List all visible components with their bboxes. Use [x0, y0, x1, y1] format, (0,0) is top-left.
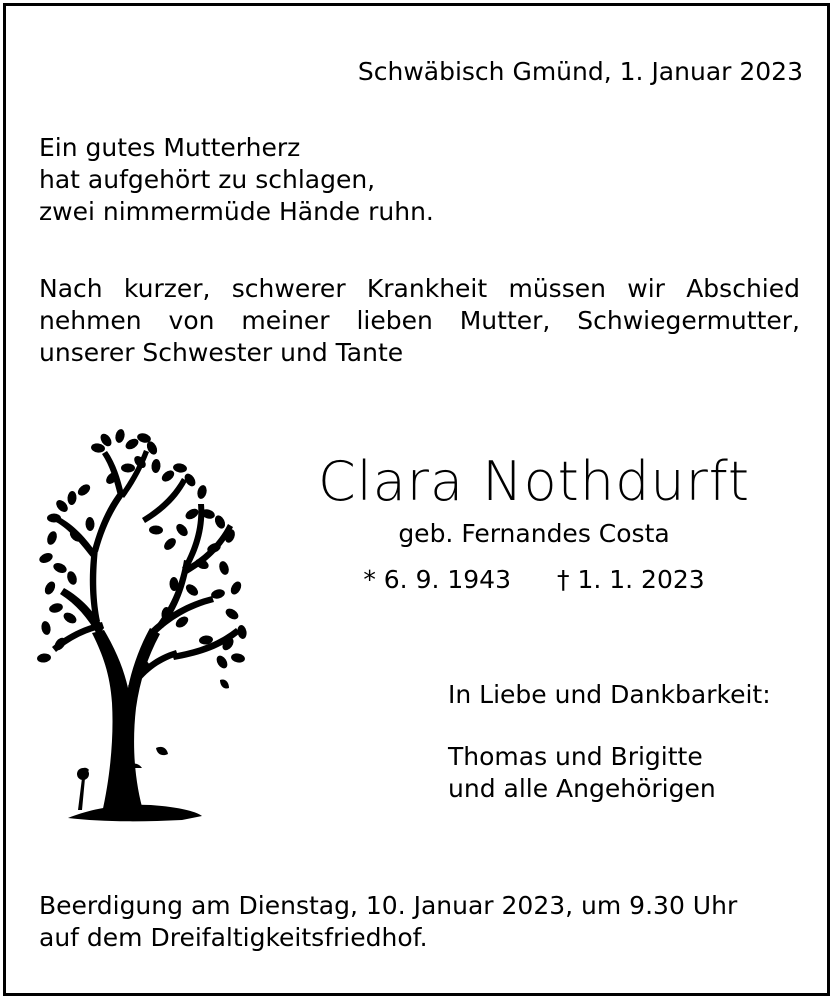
- intro-text: [39, 273, 800, 369]
- leaf-shape: [48, 602, 64, 614]
- leaf-shape: [37, 653, 52, 664]
- leaf-shape: [62, 610, 79, 625]
- leaf-shape: [76, 482, 93, 498]
- leaf-shape: [40, 620, 52, 635]
- leaf-shape: [162, 536, 178, 552]
- funeral-line: Beerdigung am Dienstag, 10. Januar 2023, um 9.30 Uhr: [39, 891, 738, 920]
- leaf-shape: [230, 652, 245, 663]
- leaf-shape: [43, 580, 58, 597]
- leaf-shape: [52, 561, 68, 575]
- mourner-line: Thomas und Brigitte: [448, 742, 703, 771]
- mourners: [448, 741, 716, 805]
- death-date: † 1. 1. 2023: [557, 565, 705, 594]
- funeral-line: auf dem Dreifaltigkeitsfriedhof.: [39, 923, 428, 952]
- poem-line: Ein gutes Mutterherz: [39, 133, 301, 162]
- leaf-shape: [184, 507, 201, 522]
- poem: [39, 132, 434, 228]
- leaf-shape: [184, 582, 200, 598]
- leaf-shape: [151, 459, 161, 474]
- obituary-notice: [3, 3, 830, 996]
- leaf-shape: [65, 570, 78, 586]
- mourners-intro: In Liebe und Dankbarkeit:: [448, 680, 771, 709]
- intro-line: Nach kurzer, schwerer Krankheit müssen wir Abschied: [39, 274, 800, 303]
- leaf-shape: [213, 514, 227, 531]
- leaf-shape: [218, 560, 231, 576]
- leaf-shape: [67, 491, 77, 506]
- leaf-shape: [114, 428, 126, 444]
- leaf-shape: [149, 525, 163, 534]
- leaf-shape: [214, 654, 229, 671]
- poem-line: hat aufgehört zu schlagen,: [39, 165, 376, 194]
- mourner-line: und alle Angehörigen: [448, 774, 716, 803]
- leaf-shape: [85, 517, 95, 531]
- life-dates: [274, 564, 794, 596]
- poem-line: zwei nimmermüde Hände ruhn.: [39, 197, 434, 226]
- leaf-shape: [90, 443, 105, 454]
- leaf-shape: [236, 624, 247, 639]
- leaf-shape: [174, 522, 190, 538]
- leaf-shape: [224, 606, 241, 621]
- deceased-name: Clara Nothdurft: [317, 450, 751, 513]
- funeral-info: [39, 890, 737, 954]
- place-date: Schwäbisch Gmünd, 1. Januar 2023: [357, 57, 803, 86]
- leaf-shape: [38, 551, 54, 565]
- leaf-shape: [47, 514, 61, 523]
- leaf-shape: [196, 484, 208, 500]
- intro-line: unserer Schwester und Tante: [39, 338, 404, 367]
- leaf-shape: [45, 530, 58, 546]
- birth-name: geb. Fernandes Costa: [398, 519, 670, 548]
- leaf-shape: [229, 580, 244, 597]
- birth-date: * 6. 9. 1943: [363, 565, 511, 594]
- deceased-block: [274, 450, 794, 596]
- leaf-shape: [160, 468, 177, 484]
- leaf-shape: [172, 462, 187, 473]
- tree-silhouette-icon: [32, 418, 252, 830]
- intro-line: nehmen von meiner lieben Mutter, Schwiegermutter,: [39, 306, 800, 335]
- leaf-shape: [121, 463, 135, 472]
